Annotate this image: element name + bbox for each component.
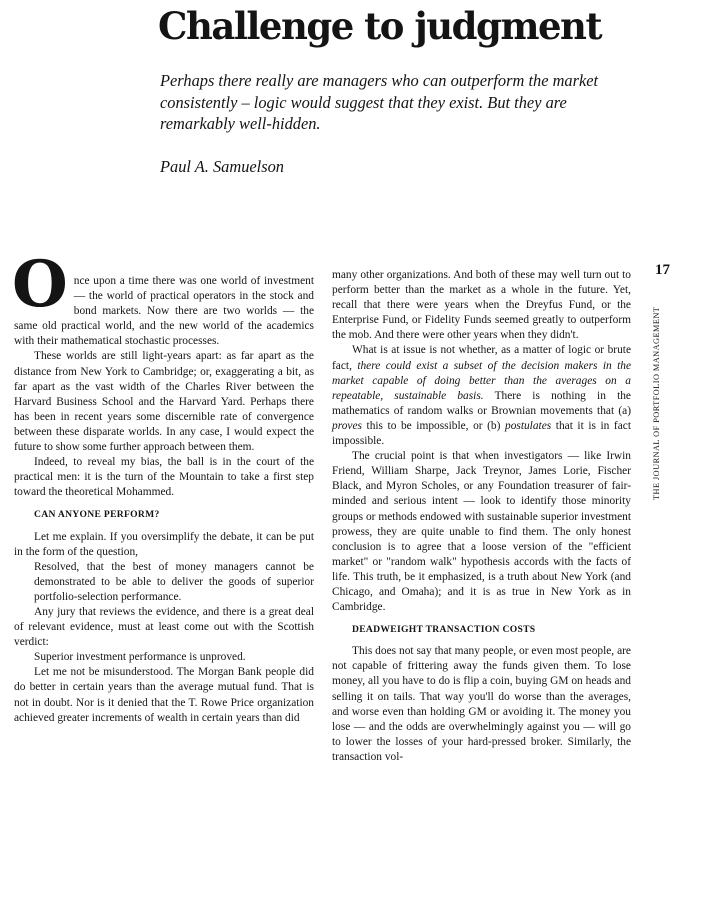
italic-emphasis: proves: [332, 419, 362, 432]
section-heading: DEADWEIGHT TRANSACTION COSTS: [352, 624, 536, 636]
author-byline: Paul A. Samuelson: [160, 157, 284, 176]
text-run: There is nothing in the mathematics of random walks or Brownian movements that (a): [332, 389, 631, 417]
article-deck: Perhaps there really are managers who can outperform the market consistently – logic would suggest that they exist. But they are remarkably well-hidden.: [160, 71, 599, 133]
italic-emphasis: there could exist a subset of the decision makers in the market capable of doing better than the averages on a repeatable, sustainable basis.: [332, 359, 631, 402]
body-paragraph: many other organizations. And both of these may well turn out to perform better than the market as a whole in the future. Yet, recall that there were years when the Dreyfus Fund, or the Enterprise Fund, or Fidelity Funds seemed greatly to outperform the mob. And there were other years when they didn't.: [332, 269, 631, 342]
body-paragraph: These worlds are still light-years apart: as far apart as the distance from New York to Cambridge; or, exaggerating a bit, as far apart as the vast width of the Charles River between the Harvard Business School and the Harvard Yard. Perhaps there has been in recent years some discernible rate of convergence between these disparate worlds. In any case, I would expect the future to show some further approach between them.: [14, 350, 314, 454]
journal-running-head: THE JOURNAL OF PORTFOLIO MANAGEMENT: [652, 306, 661, 500]
body-column-right: [332, 268, 631, 765]
resolution-quote: Resolved, that the best of money managers cannot be demonstrated to be able to deliver the goods of superior portfolio-selection performance.: [34, 560, 314, 603]
body-paragraph: The crucial point is that when investigators — like Irwin Friend, William Sharpe, Jack Treynor, James Lorie, Fischer Black, and Myron Scholes, or any Foundation treasurer of fair-minded and serious intent — look to identify those minority groups or methods endowed with sustainable superior investment prowess, they are quite unable to find them. The only honest conclusion is to agree that a loose version of the "efficient market" or "random walk" hypothesis accords with the facts of life. This truth, be it emphasized, is a truth about New York (and Chicago, and Omaha); and it is as true in New York as in Cambridge.: [332, 450, 631, 614]
page-number: 17: [655, 262, 670, 278]
verdict-quote: Superior investment performance is unproved.: [34, 651, 246, 664]
body-paragraph: [12, 247, 314, 349]
text-run: What is at issue is not whether, as a matter of logic or brute fact,: [332, 344, 631, 372]
section-heading: CAN ANYONE PERFORM?: [34, 509, 160, 521]
opening-text: nce upon a time there was one world of investment — the world of practical operators in the stock and bond markets. Now there are two worlds — the same old practical world, and the new world of the academics with their mathematical stochastic processes.: [14, 275, 314, 348]
body-paragraph: Indeed, to reveal my bias, the ball is in the court of the practical men: it is the turn of the Mountain to take a first step toward the theoretical Mohammed.: [14, 456, 314, 499]
body-paragraph: Let me not be misunderstood. The Morgan Bank people did do better in certain years than the average mutual fund. That is not in doubt. Nor is it denied that the T. Rowe Price organization achieved greater increments of wealth in certain years than did: [14, 666, 314, 724]
body-paragraph: Let me explain. If you oversimplify the debate, it can be put in the form of the question,: [14, 530, 314, 558]
text-run: this to be impossible, or (b): [361, 419, 505, 432]
drop-cap: O: [12, 247, 68, 322]
text-run: that it is in fact impossible.: [332, 419, 631, 448]
body-paragraph: Any jury that reviews the evidence, and there is a great deal of relevant evidence, must at least come out with the Scottish verdict:: [14, 605, 314, 649]
article-title: Challenge to judgment: [158, 4, 602, 48]
body-column-left: [12, 247, 314, 726]
body-paragraph: This does not say that many people, or even most people, are not capable of frittering away the funds given them. To lose money, all you have to do is flip a coin, buying GM on heads and selling it on tails. That way you'll do worse than the averages, and worse even than holding GM or avoiding it. The money you lose — and the odds are overwhelmingly against you — will go to lower the losses of your hard-pressed broker. Similarly, the transaction vol-: [332, 645, 631, 763]
body-paragraph: [332, 343, 631, 449]
italic-emphasis: postulates: [505, 419, 552, 432]
